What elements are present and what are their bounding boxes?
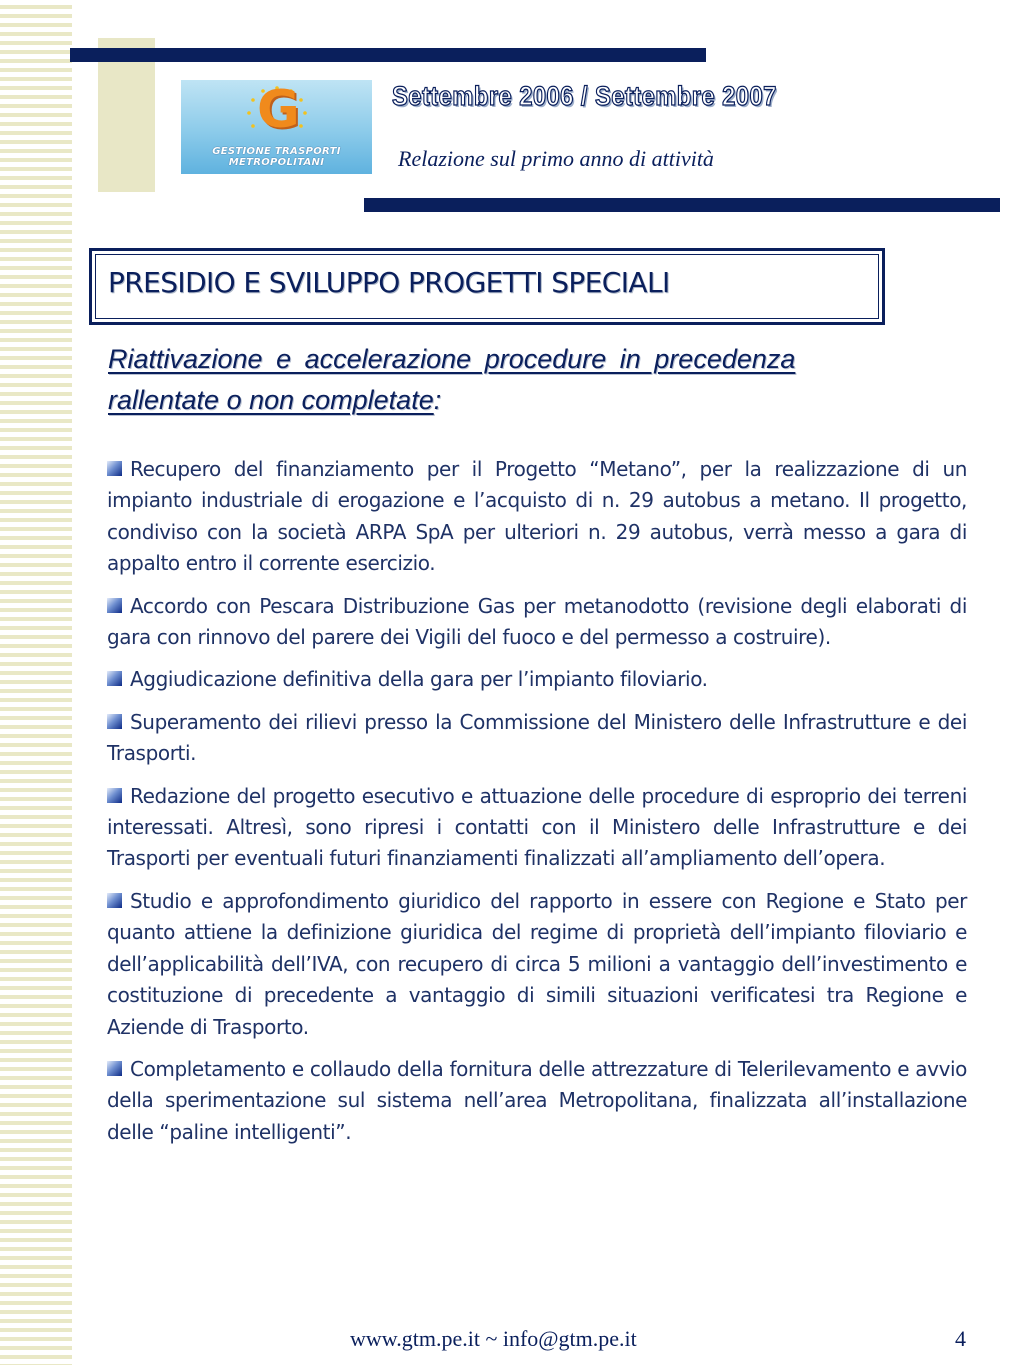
list-item-text: Aggiudicazione definitiva della gara per l’impianto filoviario.	[130, 667, 708, 692]
square-bullet-icon	[107, 714, 122, 729]
list-item-text: Studio e approfondimento giuridico del rapporto in essere con Regione e Stato per quanto attiene la definizione giuridica del regime di proprietà dell’impianto filoviario e dell’applicabilità dell’IVA, con recupero di circa 5 milioni a vantaggio dell’investimento e costituzione di precedente a vantaggio di simili situazioni verificatesi tra Regione e Aziende di Trasporto.	[107, 888, 967, 1039]
list-item-text: Superamento dei rilievi presso la Commissione del Ministero delle Infrastrutture e dei Trasporti.	[107, 709, 967, 766]
header-bottom-bar	[364, 198, 1000, 212]
footer-contact-link[interactable]: www.gtm.pe.it ~ info@gtm.pe.it	[350, 1326, 637, 1351]
activity-list	[107, 454, 967, 1159]
list-item	[107, 454, 967, 580]
report-subtitle: Relazione sul primo anno di attività	[398, 146, 714, 171]
subheading-line1: Riattivazione e accelerazione procedure in precedenza	[108, 344, 796, 374]
subheading	[108, 339, 953, 421]
list-item	[107, 1054, 967, 1148]
list-item-text: Accordo con Pescara Distribuzione Gas per metanodotto (revisione degli elaborati di gara con rinnovo del parere dei Vigili del fuoco e del permesso a costruire).	[107, 593, 967, 650]
left-stripe-decoration	[0, 0, 72, 1365]
list-item	[107, 664, 967, 695]
list-item	[107, 591, 967, 654]
square-bullet-icon	[107, 788, 122, 803]
subheading-line2: rallentate o non completate	[108, 385, 434, 415]
list-item-text: Completamento e collaudo della fornitura delle attrezzature di Telerilevamento e avvio della sperimentazione sul sistema nell’area Metropolitana, finalizzata all’installazione delle “paline intelligenti”.	[107, 1056, 967, 1144]
square-bullet-icon	[107, 461, 122, 476]
list-item-text: Redazione del progetto esecutivo e attuazione delle procedure di esproprio dei terreni interessati. Altresì, sono ripresi i contatti con il Ministero delle Infrastrutture e dei Trasporti per eventuali futuri finanziamenti finalizzati all’ampliamento dell’opera.	[107, 783, 967, 871]
header-top-bar	[70, 48, 706, 62]
logo-text-line1: GESTIONE TRASPORTI	[212, 146, 341, 157]
logo-text-line2: METROPOLITANI	[228, 157, 325, 168]
list-item	[107, 886, 967, 1043]
square-bullet-icon	[107, 671, 122, 686]
page-number: 4	[955, 1326, 966, 1351]
square-bullet-icon	[107, 1061, 122, 1076]
list-item-text: Recupero del finanziamento per il Progetto “Metano”, per la realizzazione di un impianto industriale di erogazione e l’acquisto di n. 29 autobus a metano. Il progetto, condiviso con la società ARPA SpA per ulteriori n. 29 autobus, verrà messo a gara di appalto entro il corrente esercizio.	[107, 457, 967, 576]
subheading-colon: :	[433, 385, 442, 415]
list-item	[107, 781, 967, 875]
square-bullet-icon	[107, 598, 122, 613]
square-bullet-icon	[107, 893, 122, 908]
section-title: PRESIDIO E SVILUPPO PROGETTI SPECIALI	[108, 266, 670, 299]
report-period: Settembre 2006 / Settembre 2007	[392, 81, 777, 111]
logo-letter: G	[257, 80, 300, 140]
list-item	[107, 707, 967, 770]
